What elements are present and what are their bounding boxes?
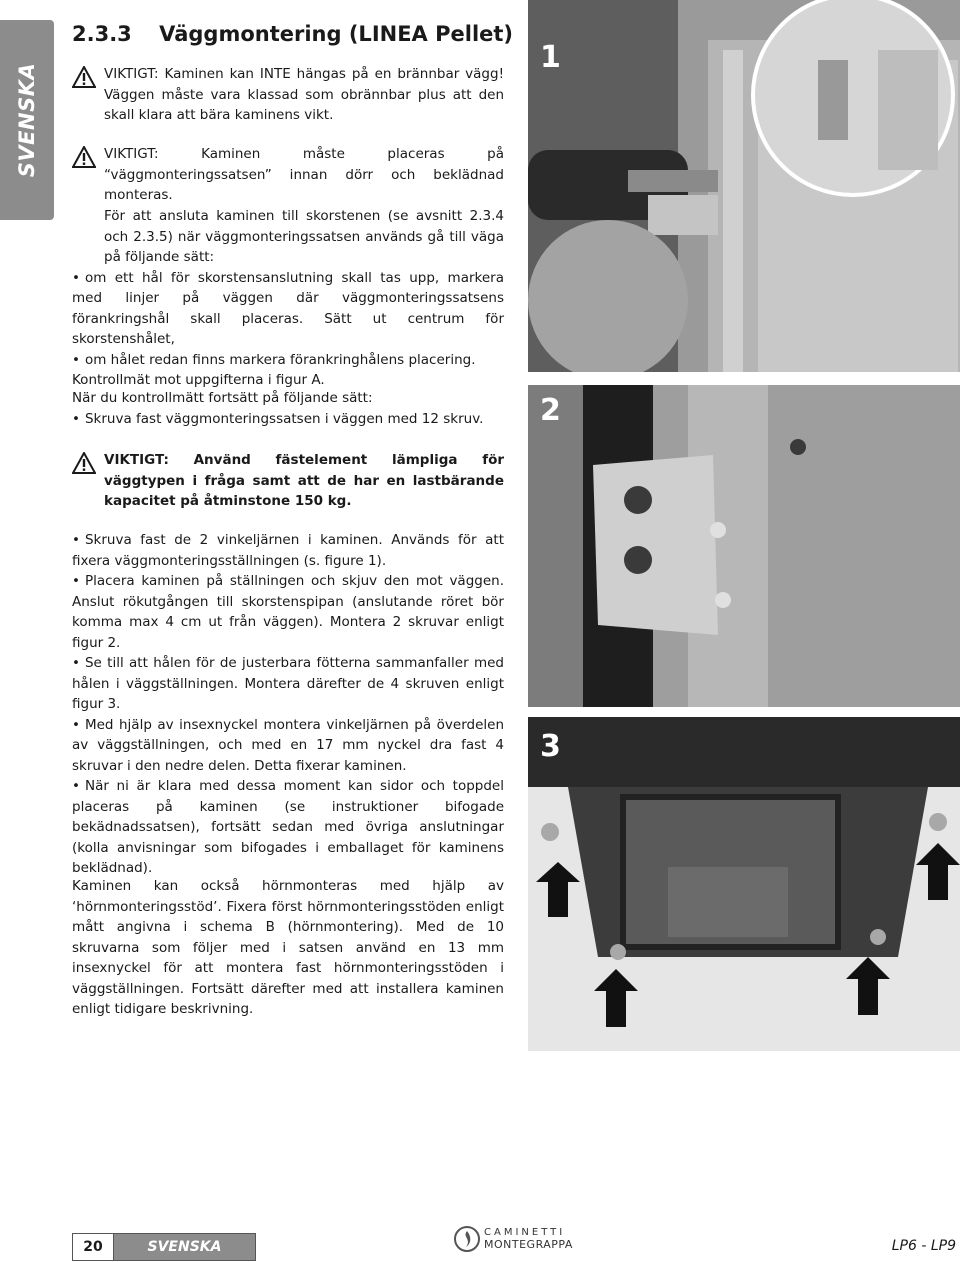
- warning-icon: [72, 146, 96, 168]
- paragraph-2: [72, 388, 504, 429]
- figure-1-photo: [528, 0, 960, 372]
- warning-icon: [72, 66, 96, 88]
- warning-1-text: VIKTIGT: Kaminen kan INTE hängas på en brännbar vägg! Väggen måste vara klassad som obrännbar plus att den skall klara att bära kaminens vikt.: [104, 66, 504, 123]
- warning-3-text: VIKTIGT: Använd fästelement lämpliga för väggtypen i fråga samt att de har en lastbärande kapacitet på åtminstone 150 kg.: [104, 452, 504, 509]
- paragraph-1: [72, 206, 504, 391]
- figure-3-photo: [528, 717, 960, 1051]
- warning-2: [72, 144, 504, 206]
- instruction-list: [72, 530, 504, 879]
- paragraph-2-bullet-1: • Skruva fast väggmonteringssatsen i väggen med 12 skruv.: [72, 409, 504, 430]
- language-side-tab: [0, 20, 54, 220]
- paragraph-1-intro: För att ansluta kaminen till skorstenen (se avsnitt 2.3.4 och 2.3.5) när väggmonteringssatsen används gå till väga på följande sätt:: [104, 208, 504, 265]
- paragraph-1-end: Kontrollmät mot uppgifterna i figur A.: [72, 372, 325, 388]
- flame-logo-icon: [454, 1226, 480, 1252]
- page-footer-box: [72, 1233, 256, 1261]
- instruction-item: • Skruva fast de 2 vinkeljärnen i kaminen. Används för att fixera väggmonteringsställningen (s. figure 1).: [72, 530, 504, 571]
- brand-name-top: CAMINETTI: [484, 1227, 566, 1238]
- warning-icon: [72, 452, 96, 474]
- instruction-item: • Se till att hålen för de justerbara fötterna sammanfaller med hålen i väggställningen. Montera därefter de 4 skruven enligt figur 3.: [72, 653, 504, 715]
- figure-2-label: 2: [540, 393, 561, 428]
- figure-1-label: 1: [540, 40, 561, 75]
- warning-3: [72, 450, 504, 512]
- corner-mount-text: Kaminen kan också hörnmonteras med hjälp av ‘hörnmonteringsstöd’. Fixera först hörnmonteringsstöden enligt mått angivna i schema B (hörnmontering). Med de 10 skruvarna som följer med i satsen använd en 13 mm insexnyckel för att montera fast hörnmonteringsstöden i väggställningen. Fortsätt därefter med att installera kaminen enligt tidigare beskrivning.: [72, 878, 504, 1017]
- section-heading: [72, 22, 513, 46]
- warning-2-text: VIKTIGT: Kaminen måste placeras på “väggmonteringssatsen” innan dörr och beklädnad monteras.: [104, 146, 504, 203]
- stove-base-illustration: [528, 717, 960, 1051]
- figure-2-photo: [528, 385, 960, 707]
- figure-3-label: 3: [540, 729, 561, 764]
- bracket-screws-illustration: [528, 385, 960, 707]
- page-number: 20: [73, 1234, 114, 1260]
- paragraph-1-bullet-2: • om hålet redan finns markera förankringhålens placering.: [72, 350, 504, 371]
- corner-mount-paragraph: [72, 876, 504, 1020]
- footer-language: SVENSKA: [147, 1239, 222, 1255]
- warning-1: [72, 64, 504, 126]
- instruction-item: • Placera kaminen på ställningen och skjuv den mot väggen. Anslut rökutgången till skorstenspipan (anslutande röret bör komma max 4 cm ut från väggen). Montera 2 skruvar enligt figur 2.: [72, 571, 504, 653]
- instruction-item: • När ni är klara med dessa moment kan sidor och toppdel placeras på kaminen (se instruktioner bifogade bekädnadssatsen), fortsätt sedan med övriga anslutningar (kolla anvisningar som bifogades i emballaget för kaminens beklädnad).: [72, 776, 504, 879]
- brand-logo: [454, 1226, 573, 1252]
- model-number: LP6 - LP9: [891, 1238, 956, 1254]
- brand-name-bottom: MONTEGRAPPA: [484, 1238, 573, 1251]
- paragraph-1-bullet-1: • om ett hål för skorstensanslutning skall tas upp, markera med linjer på väggen där väggmonteringssatsens förankringshål skall placeras. Sätt ut centrum för skorstenshålet,: [72, 268, 504, 350]
- drill-mounting-illustration: [528, 0, 960, 372]
- paragraph-2-intro: När du kontrollmätt fortsätt på följande sätt:: [72, 390, 373, 406]
- section-title: Väggmontering (LINEA Pellet): [159, 22, 514, 46]
- section-number: 2.3.3: [72, 22, 132, 46]
- side-tab-label: SVENSKA: [15, 62, 40, 178]
- instruction-item: • Med hjälp av insexnyckel montera vinkeljärnen på överdelen av väggställningen, och med en 17 mm nyckel dra fast 4 skruvar i den nedre delen. Detta fixerar kaminen.: [72, 715, 504, 777]
